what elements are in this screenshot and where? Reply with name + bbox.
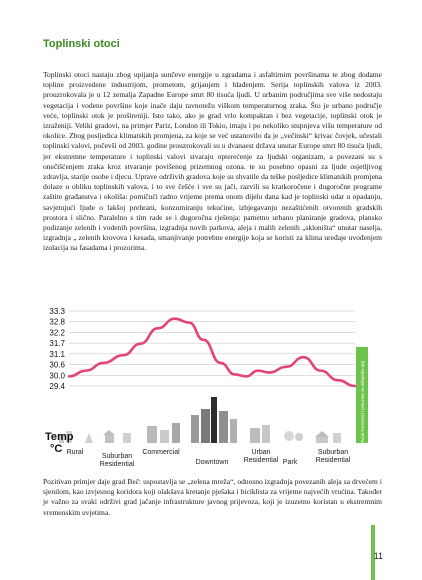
y-tick-label: 30.6 [49,360,65,370]
building [333,433,341,443]
zone-label: Suburban Residential [315,449,351,464]
tree-icon [295,433,303,441]
building [172,423,180,443]
y-tick-label: 31.7 [49,339,65,349]
building [316,437,328,443]
house-icon [315,431,329,437]
y-tick-label: 32.8 [49,317,65,327]
building [211,397,217,443]
tree-icon [284,431,294,441]
building [160,430,169,443]
building [201,409,210,443]
building [191,415,199,443]
zone-label: Downtown [195,459,229,466]
zone-label: Rural [66,449,84,456]
building [147,426,157,443]
y-tick-label: 30.0 [49,371,65,381]
body-paragraph: Toplinski otoci nastaju zbog upijanja sunčeve energije u zgradama i asfaltirnim površinama te zbog dodatne topline proizvedene industrijom, prometom, grijanjem i hlađenjem. Serija toplinskih valova iz 2003. prouzrokovala je u 12 zemalja Zapadne Europe smrt 80 tisuća ljudi. U urbanim područjima sve više nedostaju vegetacija i vodene površine koje inače daju ravnotežu viškom temperaturnog zraka. Što je urbano područje veće, toplinski otok je prošireniji. Isto tako, ako je grad vrlo kompaktan i bez vegetacije, toplinski otok je izraženiji. Veliki gradovi, na primjer Pariz, London ili Tokio, imaju i po nekoliko stupnjeva višu temperature od okolice. Zbog posljedica klimatskih promjena, za koje se već ustanovilo da je „večinski“ krivac čovjek, učestali toplinski valovi, počevši od 2003. godine prouzrokovali su u dvanaest država unutar Europe smrt 80 tisuća ljudi, jer ekstremne temperature i toplinski valovi stvaraju opterećenje za ljudski organizam, a povezani su s onečišćenjem zraka kroz stvaranje povišenog prizemnog ozona. te su posebno opasni za ljude osjetljivog zdravlja, starije osobe i djecu. Uprave održivih gradova koje su shvatile da teške posljedice klimatskih promjena dolaze u obliku toplinskih valova, i to sve češće i sve su jači, razvili su kratkoročene i dugoročne programe zaštite građanstva i okoliša: pomičući radno vrijeme prema onom dijelu dana kad je toplinski udar u opadanju, savjetujući ljude o lakšoj prehrani, konzumiranju tekućine, izbjegavanju nezaštićenih otvorenih gradskih prostora i slično. Paralelno s tim rade se i dugoročna rješenja: pametno urbano planiranje gradova, plansko podizanje zelenih i vodenih površina, izgradnja novih parkova, aleja i malih zelenih „skloništa“ unutar naselja, izgradnja „ zelenih krovova i kesada, smanjivanje potrebne energije koja se koristi za klima uređaje uvođenjem izolacija na fasadama i prozorima. [43,70,382,253]
building [230,419,237,443]
y-tick-label: 32.2 [49,328,65,338]
side-label: Rural Farmland / preuzeto sa wikipedia.org [360,361,365,443]
house-icon [103,430,115,435]
zone-label: Commercial [142,449,180,456]
zone-label: Park [282,459,298,466]
heat-island-chart [43,303,382,473]
building [219,411,228,443]
tree-icon [85,433,93,443]
building [262,425,270,443]
city-skyline-illustration [59,397,341,443]
body-paragraph: Pozitivan primjer daje grad Beč: uspostavlja se „zelena mreža“, odnosno izgradnja povezanih aleja sa drvećem i sjenilom, kao izvjesnog koridora koji olakšava kretanje pješaka i biciklista za vrijeme najvećih vrućina. Također je važno za svaki održivi grad jačanje infrastrukture javnog prijevoza, koji je izuzetno koristan u ekstremnim vremenskim uvjetima. [43,477,382,517]
building [105,435,114,443]
page-number: 11 [373,551,383,561]
zone-label: Suburban Residential [99,453,135,468]
y-tick-label: 29.4 [49,382,65,391]
y-tick-label: 31.1 [49,349,65,359]
section-heading: Toplinski otoci [43,38,120,50]
building [250,428,260,443]
y-axis-label-temp: Temp [45,431,74,443]
y-tick-label: 33.3 [49,307,65,316]
building [123,433,131,443]
y-axis-label-unit: °C [50,443,63,455]
temperature-line [69,319,355,386]
zone-label: Urban Residential [243,449,279,464]
